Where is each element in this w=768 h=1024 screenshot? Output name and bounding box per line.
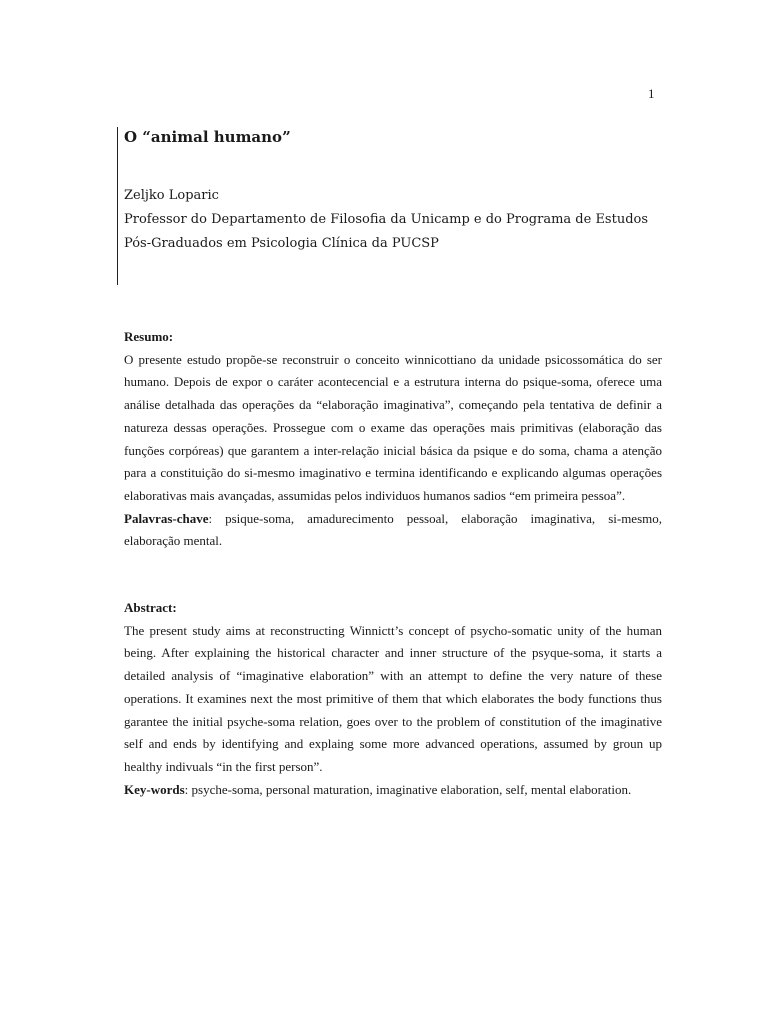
author-affiliation-line-2: Pós-Graduados em Psicologia Clínica da PUCSP [124, 236, 439, 251]
abstract-keywords [124, 779, 662, 802]
author-info [124, 184, 684, 256]
abstract-body: The present study aims at reconstructing Winnictt’s concept of psycho-somatic unity of the human being. After explaining the historical character and inner structure of the psyque-soma, it starts a detailed analysis of “imaginative elaboration” with an attempt to define the very nature of these operations. It examines next the most primitive of them that which elaborates the body functions thus garantee the initial psyche-soma relation, goes over to the problem of constitution of the imaginative self and ends by identifying and explaing some more advanced operations, assumed by groun up healthy indivuals “in the first person”. [124, 622, 662, 774]
document-title: O “animal humano” [124, 128, 291, 146]
author-affiliation-line-1: Professor do Departamento de Filosofia da Unicamp e do Programa de Estudos [124, 212, 649, 227]
abstract-heading: Abstract: [124, 600, 177, 615]
abstract-keywords-text: : psyche-soma, personal maturation, imaginative elaboration, self, mental elaboration. [184, 781, 632, 797]
resumo-body: O presente estudo propõe-se reconstruir o conceito winnicottiano da unidade psicossomática do ser humano. Depois de expor o caráter acontecencial e a estrutura interna do psique-soma, oferece uma análise detalhada das operações da “elaboração imaginativa”, começando pela tentativa de definir a natureza dessas operações. Prossegue com o exame das operações mais primitivas (elaboração das funções corpóreas) que garantem a inter-relação inicial básica da psique e do soma, chama a atenção para a constituição do si-mesmo imaginativo e termina identificando e explicando algumas operações elaborativas mais avançadas, assumidas pelos individuos humanos sadios “em primeira pessoa”. [124, 351, 662, 503]
page-number: 1 [648, 86, 655, 101]
resumo-keywords-text: : psique-soma, amadurecimento pessoal, elaboração imaginativa, si-mesmo, elaboração mental. [124, 510, 662, 549]
resumo-heading: Resumo: [124, 329, 174, 344]
resumo-keywords [124, 508, 662, 553]
resumo-keywords-label: Palavras-chave [124, 510, 209, 526]
header-block [124, 127, 684, 256]
abstract-section [124, 597, 662, 801]
header-vertical-rule [117, 127, 118, 285]
resumo-section [124, 326, 662, 553]
author-name: Zeljko Loparic [124, 188, 219, 203]
abstract-keywords-label: Key-words [124, 781, 185, 797]
